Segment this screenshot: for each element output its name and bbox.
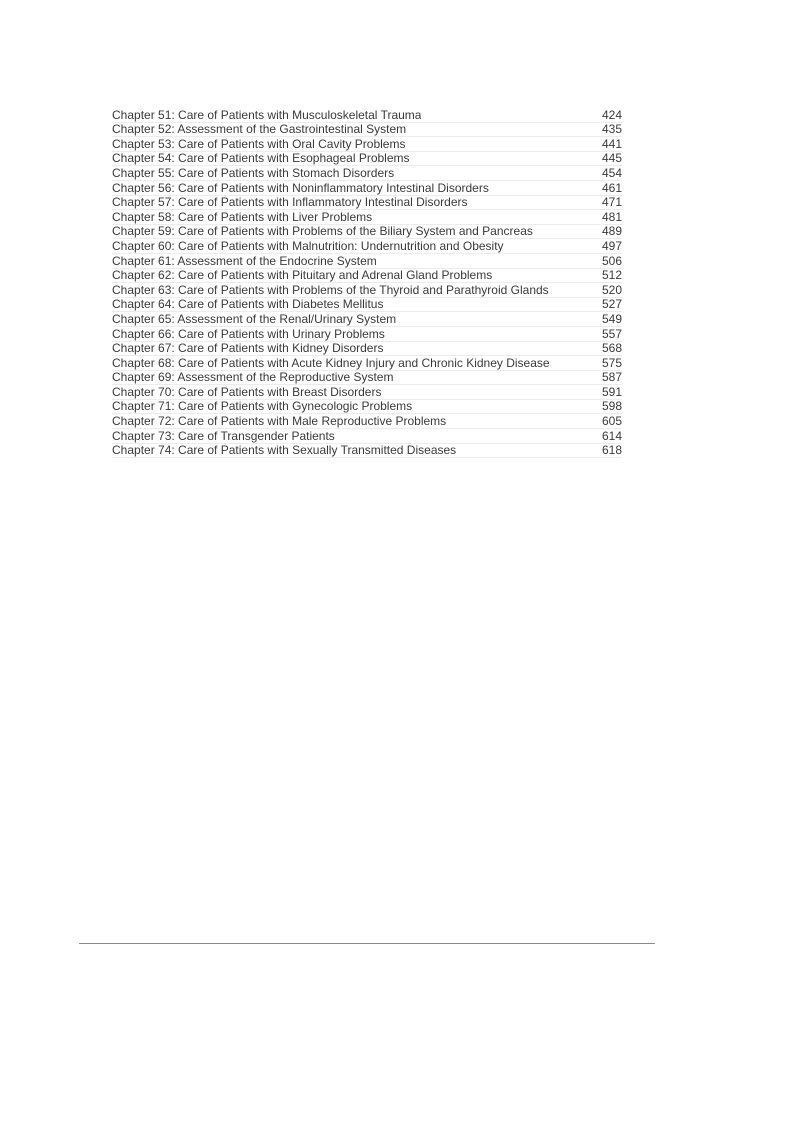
table-of-contents: [112, 108, 622, 458]
toc-entry-page-number: 489: [601, 224, 622, 239]
toc-entry-page-number: 471: [601, 195, 622, 210]
toc-entry[interactable]: [112, 414, 622, 429]
toc-entry-page-number: 520: [601, 282, 622, 297]
toc-entry-title: Chapter 72: Care of Patients with Male Reproductive Problems: [112, 415, 447, 429]
toc-entry-page-number: 549: [601, 311, 622, 326]
toc-entry-title: Chapter 57: Care of Patients with Inflammatory Intestinal Disorders: [112, 196, 468, 210]
toc-entry-page-number: 497: [601, 238, 622, 253]
footer-divider: [79, 943, 655, 944]
toc-entry[interactable]: [112, 312, 622, 327]
toc-entry-title: Chapter 74: Care of Patients with Sexually Transmitted Diseases: [112, 444, 457, 458]
toc-entry[interactable]: [112, 400, 622, 415]
toc-entry-page-number: 506: [601, 253, 622, 268]
toc-entry[interactable]: [112, 254, 622, 269]
toc-entry-title: Chapter 66: Care of Patients with Urinary Problems: [112, 327, 385, 341]
toc-entry-title: Chapter 73: Care of Transgender Patients: [112, 429, 335, 443]
toc-entry-page-number: 614: [601, 428, 622, 443]
toc-entry[interactable]: [112, 342, 622, 357]
toc-entry-page-number: 454: [601, 165, 622, 180]
toc-entry-title: Chapter 62: Care of Patients with Pituitary and Adrenal Gland Problems: [112, 269, 493, 283]
toc-entry-page-number: 527: [601, 297, 622, 312]
toc-entry[interactable]: [112, 108, 622, 123]
toc-entry[interactable]: [112, 137, 622, 152]
toc-entry-page-number: 481: [601, 209, 622, 224]
toc-entry-title: Chapter 64: Care of Patients with Diabetes Mellitus: [112, 298, 384, 312]
toc-entry-page-number: 587: [601, 370, 622, 385]
toc-entry[interactable]: [112, 152, 622, 167]
toc-entry-page-number: 512: [601, 268, 622, 283]
toc-entry-title: Chapter 52: Assessment of the Gastrointestinal System: [112, 123, 407, 137]
toc-entry-page-number: 568: [601, 341, 622, 356]
toc-entry[interactable]: [112, 166, 622, 181]
toc-entry-page-number: 618: [601, 443, 622, 458]
toc-entry-title: Chapter 70: Care of Patients with Breast Disorders: [112, 385, 382, 399]
toc-entry[interactable]: [112, 371, 622, 386]
toc-entry-title: Chapter 60: Care of Patients with Malnutrition: Undernutrition and Obesity: [112, 239, 504, 253]
toc-entry[interactable]: [112, 429, 622, 444]
toc-entry-title: Chapter 67: Care of Patients with Kidney Disorders: [112, 342, 384, 356]
toc-entry[interactable]: [112, 327, 622, 342]
toc-entry[interactable]: [112, 269, 622, 284]
toc-entry-page-number: 598: [601, 399, 622, 414]
toc-entry[interactable]: [112, 356, 622, 371]
toc-entry[interactable]: [112, 181, 622, 196]
toc-entry[interactable]: [112, 283, 622, 298]
toc-entry-title: Chapter 68: Care of Patients with Acute Kidney Injury and Chronic Kidney Disease: [112, 356, 550, 370]
toc-entry-title: Chapter 61: Assessment of the Endocrine System: [112, 254, 377, 268]
toc-entry-page-number: 575: [601, 355, 622, 370]
toc-entry[interactable]: [112, 444, 622, 459]
toc-entry-page-number: 605: [601, 414, 622, 429]
toc-entry-title: Chapter 56: Care of Patients with Noninflammatory Intestinal Disorders: [112, 181, 489, 195]
toc-entry[interactable]: [112, 196, 622, 211]
toc-entry-title: Chapter 71: Care of Patients with Gynecologic Problems: [112, 400, 413, 414]
toc-entry-title: Chapter 69: Assessment of the Reproductive System: [112, 371, 394, 385]
toc-entry[interactable]: [112, 210, 622, 225]
toc-entry-title: Chapter 55: Care of Patients with Stomach Disorders: [112, 166, 395, 180]
toc-entry-title: Chapter 53: Care of Patients with Oral Cavity Problems: [112, 137, 406, 151]
toc-entry-page-number: 445: [601, 151, 622, 166]
toc-entry-title: Chapter 63: Care of Patients with Problems of the Thyroid and Parathyroid Glands: [112, 283, 549, 297]
toc-entry-page-number: 441: [601, 136, 622, 151]
toc-entry-page-number: 591: [601, 384, 622, 399]
toc-entry-page-number: 557: [601, 326, 622, 341]
toc-entry-title: Chapter 54: Care of Patients with Esophageal Problems: [112, 152, 410, 166]
toc-entry[interactable]: [112, 225, 622, 240]
toc-entry[interactable]: [112, 239, 622, 254]
toc-entry-page-number: 435: [601, 122, 622, 137]
toc-entry-page-number: 461: [601, 180, 622, 195]
toc-entry-page-number: 424: [601, 107, 622, 122]
toc-entry-title: Chapter 59: Care of Patients with Problems of the Biliary System and Pancreas: [112, 225, 533, 239]
toc-entry-title: Chapter 51: Care of Patients with Musculoskeletal Trauma: [112, 108, 422, 122]
toc-entry-title: Chapter 58: Care of Patients with Liver Problems: [112, 210, 373, 224]
toc-entry-title: Chapter 65: Assessment of the Renal/Urinary System: [112, 312, 397, 326]
toc-entry[interactable]: [112, 298, 622, 313]
toc-entry[interactable]: [112, 385, 622, 400]
toc-entry[interactable]: [112, 123, 622, 138]
